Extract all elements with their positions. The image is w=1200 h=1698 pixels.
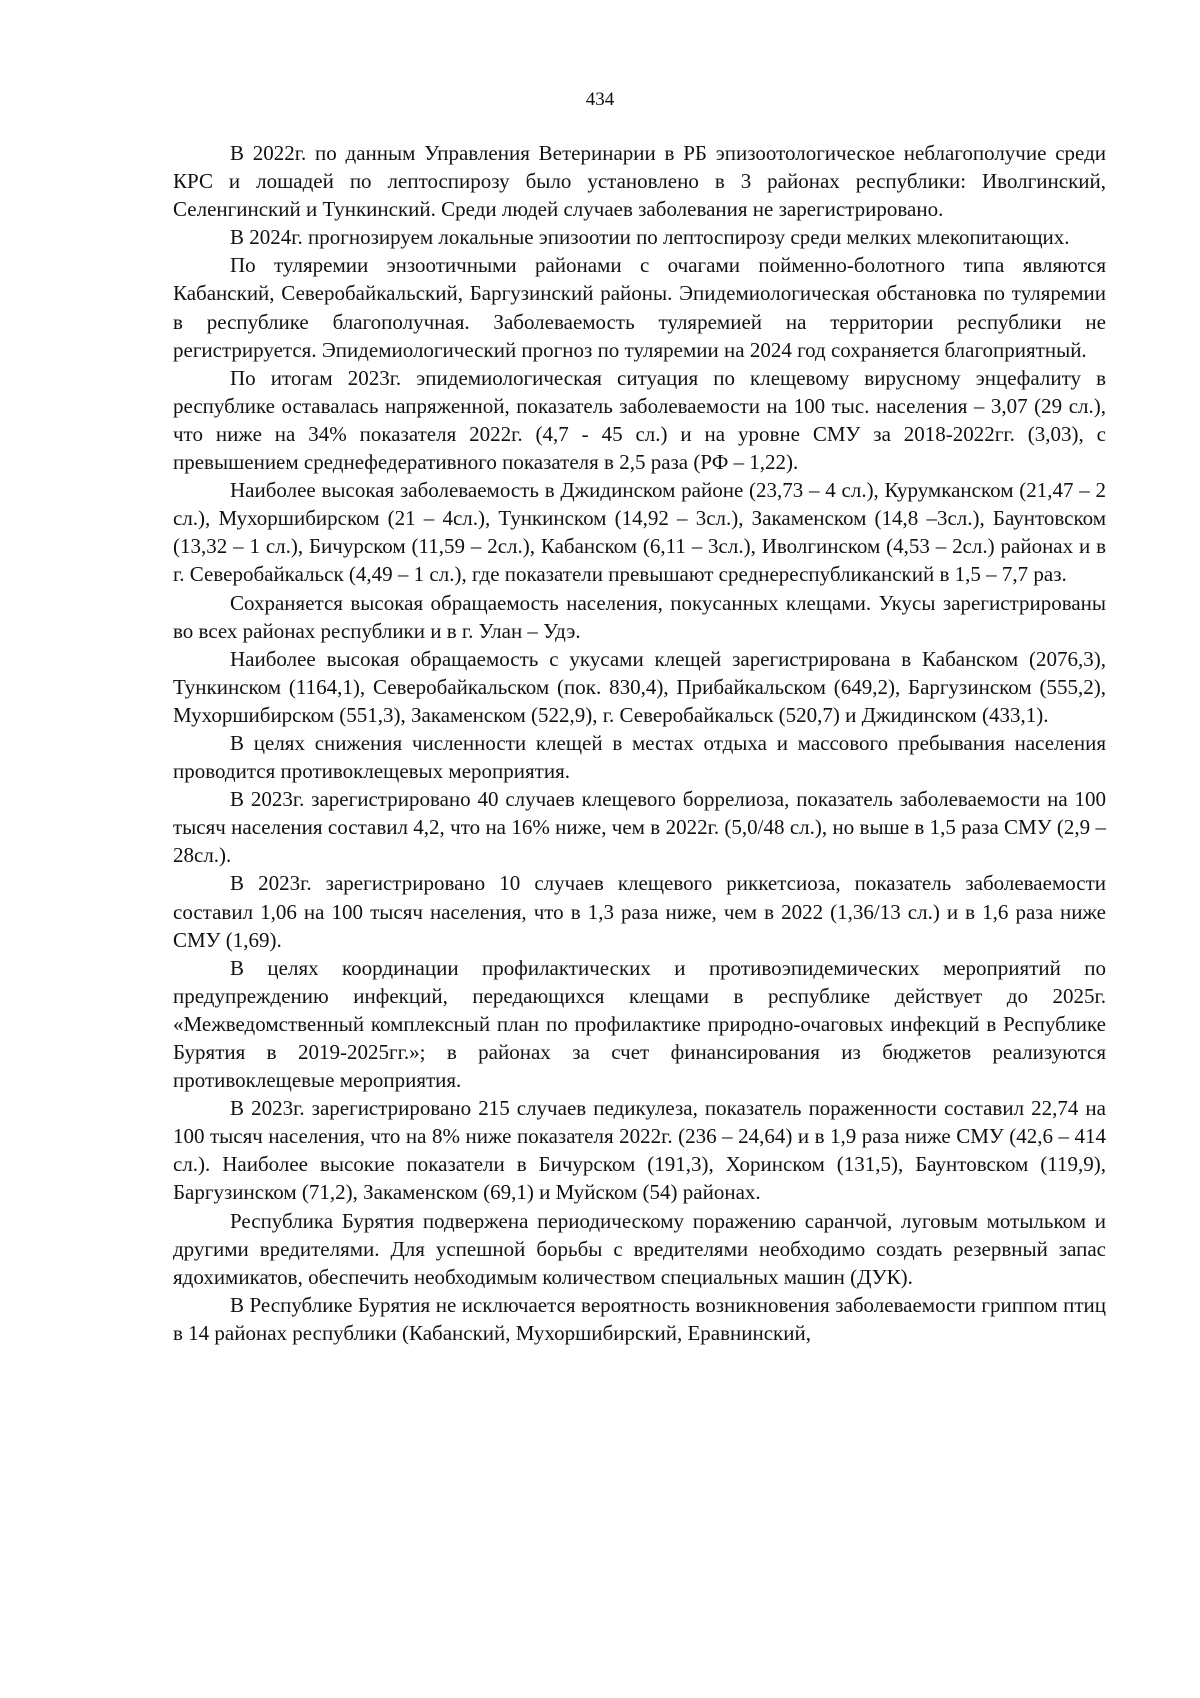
paragraph-tick-borne-encephalitis: По итогам 2023г. эпидемиологическая ситуация по клещевому вирусному энцефалиту в республике оставалась напряженной, показатель заболеваемости на 100 тыс. населения – 3,07 (29 сл.), что ниже на 34% показателя 2022г. (4,7 - 45 сл.) и на уровне СМУ за 2018-2022гг. (3,03), с превышением среднефедеративного показателя в 2,5 раза (РФ – 1,22). bbox=[173, 365, 1106, 475]
paragraph-encephalitis-districts: Наиболее высокая заболеваемость в Джидинском районе (23,73 – 4 сл.), Курумканском (21,47 – 2 сл.), Мухоршибирском (21 – 4сл.), Тункинском (14,92 – 3сл.), Закаменском (14,8 –3сл.), Баунтовском (13,32 – 1 сл.), Бичурском (11,59 – 2сл.), Кабанском (6,11 – 3сл.), Иволгинском (4,53 – 2сл.) районах и в г. Северобайкальск (4,49 – 1 сл.), где показатели превышают среднереспубликанский в 1,5 – 7,7 раз. bbox=[173, 478, 1106, 587]
paragraph-interagency-plan: В целях координации профилактических и противоэпидемических мероприятий по предупреждению инфекций, передающихся клещами в республике действует до 2025г. «Межведомственный комплексный план по профилактике природно-очаговых инфекций в Республике Бурятия в 2019-2025гг.»; в районах за счет финансирования из бюджетов реализуются противоклещевые мероприятия. bbox=[173, 955, 1106, 1093]
paragraph-pediculosis: В 2023г. зарегистрировано 215 случаев педикулеза, показатель пораженности составил 22,74 на 100 тысяч населения, что на 8% ниже показателя 2022г. (236 – 24,64) и в 1,9 раза ниже СМУ (42,6 – 414 сл.). Наиболее высокие показатели в Бичурском (191,3), Хоринском (131,5), Баунтовском (119,9), Баргузинском (71,2), Закаменском (69,1) и Муйском (54) районах. bbox=[173, 1096, 1106, 1205]
paragraph-pests: Республика Бурятия подвержена периодическому поражению саранчой, луговым мотыльком и другими вредителями. Для успешной борьбы с вредителями необходимо создать резервный запас ядохимикатов, обеспечить необходимым количеством специальных машин (ДУК). bbox=[173, 1208, 1106, 1289]
paragraph-tularemia: По туляремии энзоотичными районами с очагами пойменно-болотного типа являются Кабанский, Северобайкальский, Баргузинский районы. Эпидемиологическая обстановка по туляремии в республике благополучная. Заболеваемость туляремией на территории республики не регистрируется. Эпидемиологический прогноз по туляремии на 2024 год сохраняется благоприятный. bbox=[173, 253, 1106, 362]
page-number: 434 bbox=[585, 89, 615, 110]
document-body bbox=[173, 139, 1106, 1347]
paragraph-leptospirosis-2022: В 2022г. по данным Управления Ветеринарии в РБ эпизоотологическое неблагополучие среди КРС и лошадей по лептоспирозу было установлено в 3 районах республики: Иволгинский, Селенгинский и Тункинский. Среди людей случаев заболевания не зарегистрировано. bbox=[173, 141, 1106, 222]
paragraph-avian-flu: В Республике Бурятия не исключается вероятность возникновения заболеваемости гриппом птиц в 14 районах республики (Кабанский, Мухоршибирский, Еравнинский, bbox=[173, 1292, 1106, 1345]
paragraph-rickettsiosis: В 2023г. зарегистрировано 10 случаев клещевого риккетсиоза, показатель заболеваемости составил 1,06 на 100 тысяч населения, что в 1,3 раза ниже, чем в 2022 (1,36/13 сл.) и в 1,6 раза ниже СМУ (1,69). bbox=[173, 871, 1106, 952]
paragraph-tick-control: В целях снижения численности клещей в местах отдыха и массового пребывания населения проводится противоклещевых мероприятия. bbox=[173, 730, 1106, 784]
paragraph-leptospirosis-forecast: В 2024г. прогнозируем локальные эпизоотии по лептоспирозу среди мелких млекопитающих. bbox=[230, 225, 1070, 250]
paragraph-tick-bites: Сохраняется высокая обращаемость населения, покусанных клещами. Укусы зарегистрированы во всех районах республики и в г. Улан – Удэ. bbox=[173, 590, 1106, 643]
paragraph-borreliosis: В 2023г. зарегистрировано 40 случаев клещевого боррелиоза, показатель заболеваемости на 100 тысяч населения составил 4,2, что на 16% ниже, чем в 2022г. (5,0/48 сл.), но выше в 1,5 раза СМУ (2,9 – 28сл.). bbox=[173, 787, 1106, 868]
paragraph-tick-bites-districts: Наиболее высокая обращаемость с укусами клещей зарегистрирована в Кабанском (2076,3), Тункинском (1164,1), Северобайкальском (пок. 830,4), Прибайкальском (649,2), Баргузинском (555,2), Мухоршибирском (551,3), Закаменском (522,9), г. Северобайкальск (520,7) и Джидинском (433,1). bbox=[173, 646, 1106, 727]
